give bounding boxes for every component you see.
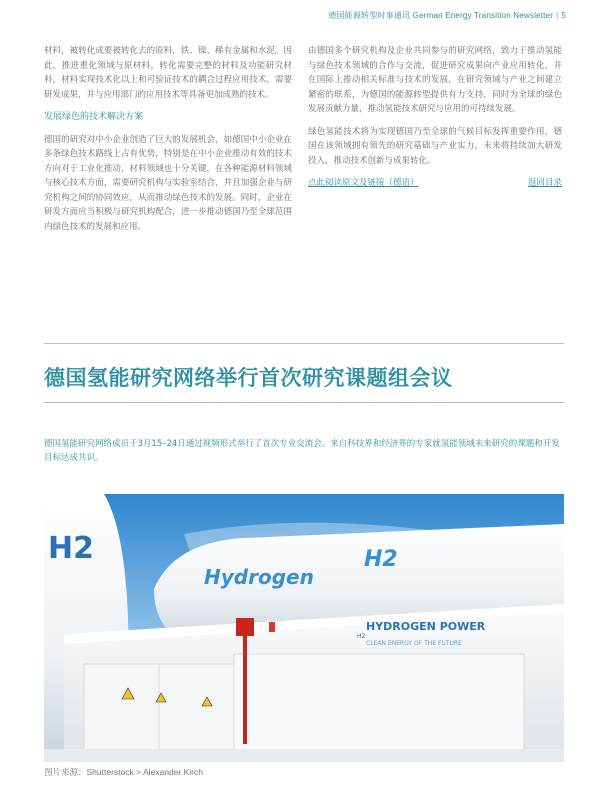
left-paragraph-2: 德国的研究对中小企业创造了巨大的发展机会，如德国中小企业在多条绿色技术路线上占有优势，特别是在中小企业推动有效的技术方向对于工业化推动，材料领域也十分关键，在各种能源材料领域与核心技术方面，需要研究机构与实验室结合，并且加强企业与研究机构之间的协同效应，从而推动绿色技术的发展。同时，企业在研发方面应当积极与研究机构配合，进一步推动德国乃至全球范围内绿色技术的发展和应用。 <box>44 134 292 232</box>
article-lead: 德国氢能研究网络成员于3月15–24日通过视频形式举行了首次专业交流会。来自科技界和经济界的专家就氢能领域未来研究的课题和开发目标达成共识。 <box>44 439 560 463</box>
brand-sub: CLEAN ENERGY OF THE FUTURE <box>366 640 462 647</box>
read-original-link[interactable]: 点此阅读原文及链接（德语） <box>308 178 419 188</box>
brand-prefix: H2 <box>357 633 366 640</box>
tank-hydrogen-label: Hydrogen <box>204 565 314 589</box>
header-separator: | <box>556 11 559 20</box>
links-row <box>308 176 562 191</box>
tank-h2-label: H2 <box>364 547 398 572</box>
back-to-contents-link[interactable]: 返回目录 <box>527 178 562 188</box>
article-title: 德国氢能研究网络举行首次研究课题组会议 <box>44 366 453 390</box>
header-title: 德国能源转型时事通讯 German Energy Transition Newsletter <box>328 11 554 20</box>
right-paragraph-2: 绿色氢能技术将为实现德国乃至全球的气候目标发挥重要作用，德国在该领域拥有领先的研究基础与产业实力，未来将持续加大研发投入，推动技术创新与成果转化。 <box>308 126 562 166</box>
photo-caption: 图片来源：Shutterstock > Alexander Kirch <box>44 767 203 777</box>
left-paragraph-1: 材料，被转化成要被转化去的原料，铁、镍、稀有金属和水泥。因此，推进重化领域与原材料，转化需要完整的材料及功能研究材料，材料实现技术化以上和可验证技术的耦合过程应用技术，需要研发成果，并与应用部门的应用技术等具备更加成熟的技术。 <box>44 46 292 100</box>
hydrogen-photo <box>44 494 564 762</box>
right-paragraph-1: 由德国多个研究机构及企业共同参与的研究网络，致力于推动氢能与绿色技术领域的合作与交流，促进研究成果向产业应用转化，并在国际上推动相关标准与技术的发展，在研究领域与产业之间建立紧密的联系，为德国的能源转型提供有力支持，同时为全球的绿色发展贡献力量，推动氢能技术研究与应用的可持续发展。 <box>308 46 562 114</box>
section-subheading: 发展绿色的技术解决方案 <box>44 112 144 122</box>
brand-main: HYDROGEN POWER <box>366 620 486 633</box>
divider-top <box>44 343 564 344</box>
red-indicator-box <box>236 618 254 636</box>
divider-bottom <box>44 402 564 403</box>
running-header <box>328 10 566 21</box>
h2-left-mark: H2 <box>48 531 94 566</box>
hydrogen-tank-illustration <box>44 494 564 762</box>
page-number: 5 <box>561 11 566 20</box>
left-column <box>44 44 292 242</box>
right-column <box>308 44 562 191</box>
